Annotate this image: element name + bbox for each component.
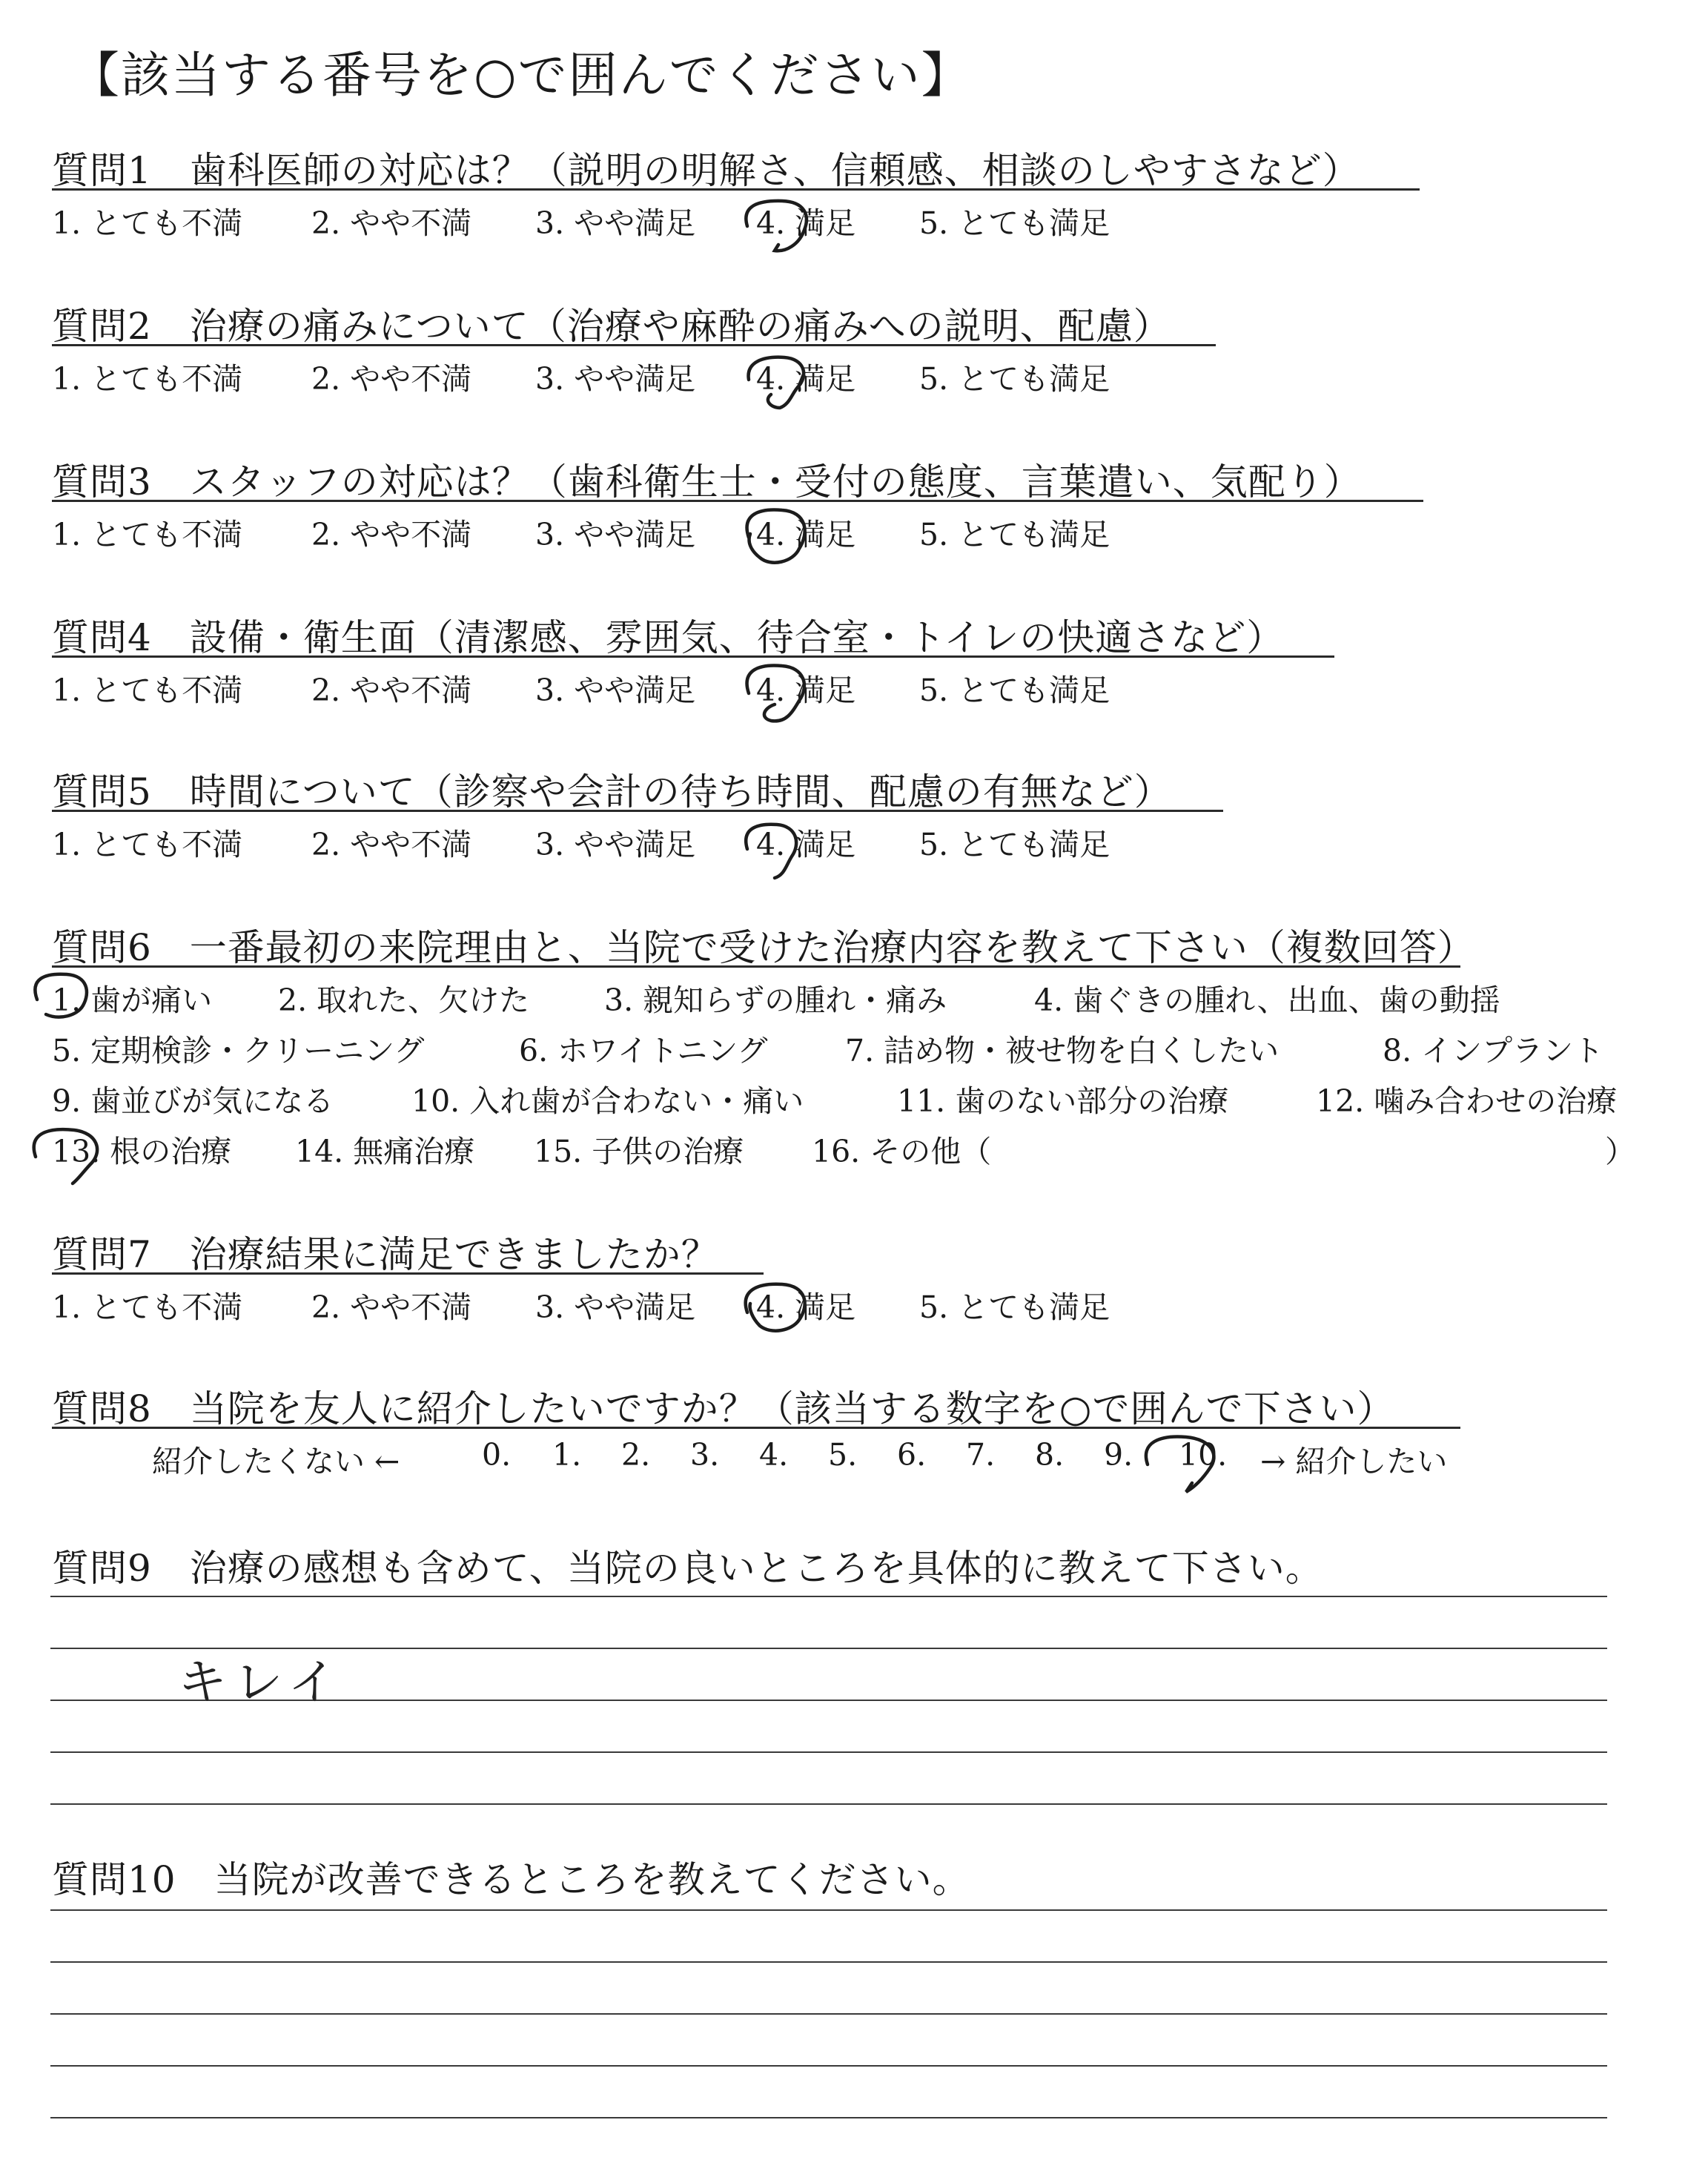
- question-6-option-2[interactable]: 2. 取れた、欠けた: [278, 982, 530, 1018]
- question-4-option-1[interactable]: 1. とても不満: [52, 673, 243, 708]
- question-1-underline: [52, 188, 1420, 191]
- question-3-option-3[interactable]: 3. やや満足: [535, 517, 696, 552]
- question-2-option-4[interactable]: 4. 満足: [756, 361, 856, 397]
- question-3-option-2[interactable]: 2. やや不満: [311, 517, 472, 552]
- question-8-scale-8[interactable]: 8.: [1035, 1437, 1065, 1473]
- question-4-option-5[interactable]: 5. とても満足: [919, 673, 1110, 708]
- answer-line: [50, 1596, 1607, 1597]
- question-6-option-5[interactable]: 5. 定期検診・クリーニング: [52, 1033, 425, 1069]
- question-6-option-3[interactable]: 3. 親知らずの腫れ・痛み: [604, 982, 947, 1018]
- question-8-label: 質問8 当院を友人に紹介したいですか？（該当する数字を○で囲んで下さい）: [52, 1387, 1395, 1430]
- question-8-right-label: → 紹介したい: [1260, 1444, 1448, 1479]
- question-2-option-5[interactable]: 5. とても満足: [919, 361, 1110, 397]
- question-6-option-1[interactable]: 1. 歯が痛い: [52, 982, 213, 1018]
- question-5-option-1[interactable]: 1. とても不満: [52, 827, 243, 862]
- question-9-label: 質問9 治療の感想も含めて、当院の良いところを具体的に教えて下さい。: [52, 1547, 1323, 1590]
- question-6-underline: [52, 965, 1460, 968]
- question-8-underline: [52, 1427, 1460, 1429]
- question-8-scale-9[interactable]: 9.: [1104, 1437, 1133, 1473]
- question-2-underline: [52, 344, 1216, 346]
- question-8-scale-0[interactable]: 0.: [482, 1437, 512, 1473]
- question-10-label: 質問10 当院が改善できるところを教えてください。: [52, 1858, 970, 1901]
- question-3-option-4[interactable]: 4. 満足: [756, 517, 856, 552]
- question-6-option-13[interactable]: 13. 根の治療: [52, 1134, 232, 1169]
- question-1-option-4[interactable]: 4. 満足: [756, 205, 856, 241]
- question-6-label: 質問6 一番最初の来院理由と、当院で受けた治療内容を教えて下さい（複数回答）: [52, 926, 1475, 969]
- answer-line: [50, 2013, 1607, 2015]
- question-6-other-close: ）: [1605, 1134, 1635, 1169]
- answer-line: [50, 1961, 1607, 1963]
- question-6-option-7[interactable]: 7. 詰め物・被せ物を白くしたい: [845, 1033, 1280, 1069]
- question-6-option-11[interactable]: 11. 歯のない部分の治療: [897, 1083, 1229, 1119]
- question-7-option-2[interactable]: 2. やや不満: [311, 1289, 472, 1325]
- question-3-label: 質問3 スタッフの対応は？（歯科衛生士・受付の態度、言葉遣い、気配り）: [52, 460, 1362, 503]
- question-7-label: 質問7 治療結果に満足できましたか？: [52, 1233, 719, 1276]
- question-4-underline: [52, 655, 1334, 658]
- question-6-option-8[interactable]: 8. インプラント: [1383, 1033, 1604, 1069]
- question-2-option-3[interactable]: 3. やや満足: [535, 361, 696, 397]
- instruction-heading: 【該当する番号を○で囲んでください】: [70, 47, 972, 104]
- question-6-option-15[interactable]: 15. 子供の治療: [534, 1134, 744, 1169]
- question-8-scale-6[interactable]: 6.: [897, 1437, 927, 1473]
- question-6-option-16[interactable]: 16. その他（: [812, 1134, 992, 1169]
- question-5-option-3[interactable]: 3. やや満足: [535, 827, 696, 862]
- question-4-option-2[interactable]: 2. やや不満: [311, 673, 472, 708]
- question-8-scale-3[interactable]: 3.: [690, 1437, 720, 1473]
- answer-line: [50, 1751, 1607, 1753]
- question-4-option-4[interactable]: 4. 満足: [756, 673, 856, 708]
- question-6-option-14[interactable]: 14. 無痛治療: [295, 1134, 475, 1169]
- question-1-option-2[interactable]: 2. やや不満: [311, 205, 472, 241]
- question-3-underline: [52, 500, 1423, 502]
- question-1-option-3[interactable]: 3. やや満足: [535, 205, 696, 241]
- question-5-underline: [52, 810, 1223, 812]
- question-8-left-label: 紹介したくない ←: [152, 1444, 400, 1479]
- question-8-scale-10[interactable]: 10.: [1179, 1437, 1228, 1473]
- question-7-option-4[interactable]: 4. 満足: [756, 1289, 856, 1325]
- answer-line: [50, 2065, 1607, 2067]
- question-6-option-10[interactable]: 10. 入れ歯が合わない・痛い: [411, 1083, 804, 1119]
- question-7-option-1[interactable]: 1. とても不満: [52, 1289, 243, 1325]
- answer-line: [50, 1803, 1607, 1805]
- question-4-label: 質問4 設備・衛生面（清潔感、雰囲気、待合室・トイレの快適さなど）: [52, 616, 1285, 659]
- question-5-option-5[interactable]: 5. とても満足: [919, 827, 1110, 862]
- question-7-underline: [52, 1272, 764, 1275]
- question-3-option-1[interactable]: 1. とても不満: [52, 517, 243, 552]
- question-6-option-4[interactable]: 4. 歯ぐきの腫れ、出血、歯の動揺: [1034, 982, 1500, 1018]
- question-5-option-2[interactable]: 2. やや不満: [311, 827, 472, 862]
- question-3-option-5[interactable]: 5. とても満足: [919, 517, 1110, 552]
- question-1-label: 質問1 歯科医師の対応は？（説明の明解さ、信頼感、相談のしやすさなど）: [52, 149, 1360, 192]
- question-5-option-4[interactable]: 4. 満足: [756, 827, 856, 862]
- question-8-scale-4[interactable]: 4.: [759, 1437, 789, 1473]
- question-2-option-1[interactable]: 1. とても不満: [52, 361, 243, 397]
- question-6-option-9[interactable]: 9. 歯並びが気になる: [52, 1083, 334, 1119]
- question-8-scale-1[interactable]: 1.: [552, 1437, 582, 1473]
- question-7-option-3[interactable]: 3. やや満足: [535, 1289, 696, 1325]
- question-6-option-12[interactable]: 12. 噛み合わせの治療: [1316, 1083, 1618, 1119]
- question-2-label: 質問2 治療の痛みについて（治療や麻酔の痛みへの説明、配慮）: [52, 305, 1171, 348]
- question-2-option-2[interactable]: 2. やや不満: [311, 361, 472, 397]
- question-9-answer[interactable]: キレイ: [178, 1654, 345, 1711]
- question-8-scale-2[interactable]: 2.: [621, 1437, 651, 1473]
- question-5-label: 質問5 時間について（診察や会計の待ち時間、配慮の有無など）: [52, 770, 1172, 813]
- question-8-scale-5[interactable]: 5.: [828, 1437, 858, 1473]
- question-4-option-3[interactable]: 3. やや満足: [535, 673, 696, 708]
- question-1-option-5[interactable]: 5. とても満足: [919, 205, 1110, 241]
- question-1-option-1[interactable]: 1. とても不満: [52, 205, 243, 241]
- answer-line: [50, 1909, 1607, 1911]
- answer-line: [50, 2117, 1607, 2118]
- question-8-scale-7[interactable]: 7.: [966, 1437, 996, 1473]
- question-6-option-6[interactable]: 6. ホワイトニング: [519, 1033, 768, 1069]
- question-7-option-5[interactable]: 5. とても満足: [919, 1289, 1110, 1325]
